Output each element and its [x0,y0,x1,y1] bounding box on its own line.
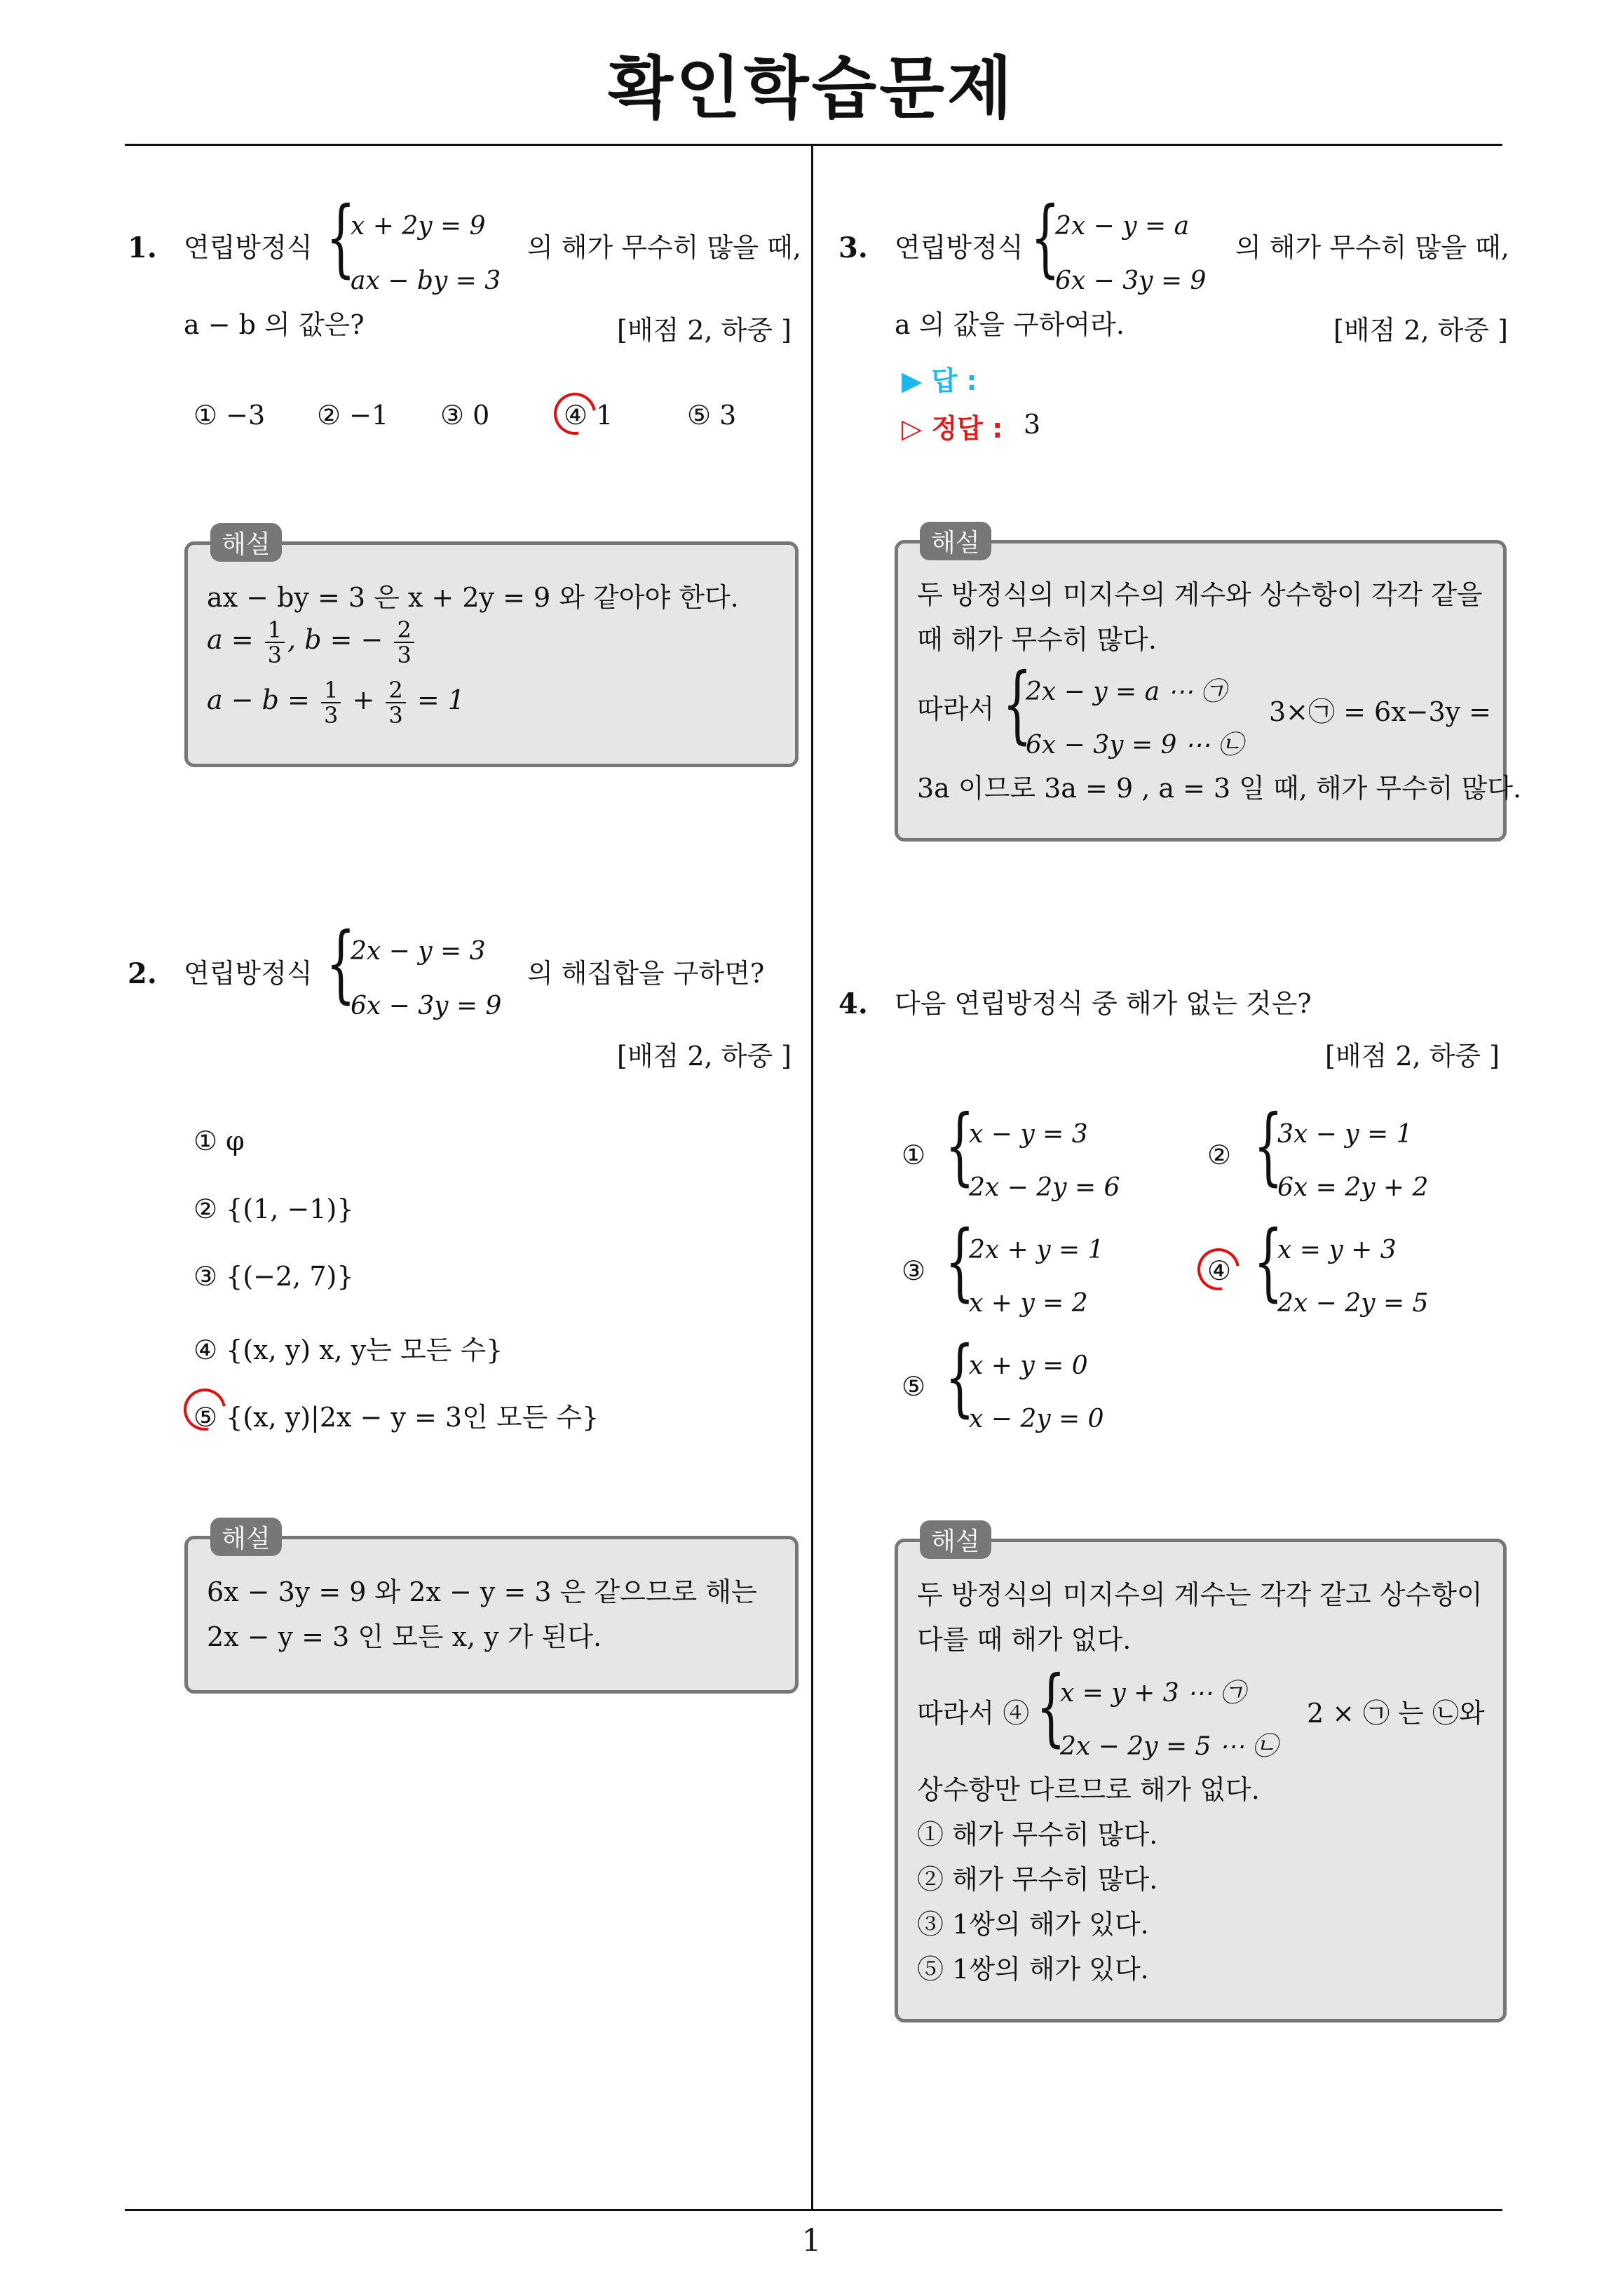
question-number: 4. [838,987,868,1020]
equation-1: 2x − y = a ⋯ ㉠ [1026,677,1226,706]
explanation-tag: 해설 [210,1518,282,1556]
choice-3[interactable]: ③ {(−2, 7)} [193,1261,354,1292]
question-tail: 의 해집합을 구하면? [527,958,765,989]
fraction: $\frac{2}{3}$ [394,618,414,667]
score-label: [배점 2, 하중 ] [1333,315,1508,346]
choice-1[interactable]: ① −3 [193,400,266,431]
equation-1: 2x − y = a [1055,212,1190,241]
system-brace: { [945,1213,975,1311]
equation-1: 2x − y = 3 [351,937,486,966]
correct-answer-value: 3 [1024,409,1041,440]
explanation-tail: 3×㉠ = 6x−3y = [1269,696,1492,727]
choice-5[interactable]: ⑤ {(x, y)|2x − y = 3인 모든 수} [193,1402,599,1433]
question-stem: 다음 연립방정식 중 해가 없는 것은? [895,988,1312,1019]
answer-input-label[interactable]: ▶ 답 : [902,365,977,396]
explanation-lead: 따라서 ④ [917,1698,1030,1729]
equation-1: x + 2y = 9 [351,212,486,241]
system-brace: { [1031,189,1060,287]
explanation-line-2: a = $\frac{1}{3}$ , b = − $\frac{2}{3}$ [207,617,417,667]
explanation-lead: 따라서 [917,694,995,724]
system-brace: { [1036,1659,1066,1756]
question-lead: 연립방정식 [184,232,313,263]
question-lead: 연립방정식 [184,958,313,989]
explanation-line-4: 상수항만 다르므로 해가 없다. [917,1774,1260,1805]
system-brace: { [945,1329,975,1426]
choice-mark: ⑤ [902,1371,926,1402]
system-brace: { [326,915,355,1013]
fraction: $\frac{1}{3}$ [321,678,341,727]
explanation-line-2: 2x − y = 3 인 모든 x, y 가 된다. [207,1621,602,1652]
page-number: 1 [801,2223,822,2259]
equation-2: 6x = 2y + 2 [1277,1173,1429,1202]
equation-2: 6x − 3y = 9 ⋯ ㉡ [1026,731,1244,759]
choice-2[interactable]: ② −1 [317,400,389,431]
fraction: $\frac{2}{3}$ [386,678,405,727]
choice-mark: ① [902,1140,926,1170]
fraction: $\frac{1}{3}$ [265,618,285,667]
explanation-tag: 해설 [210,523,282,562]
column-divider [811,146,813,2211]
explanation-line-1: 두 방정식의 미지수의 계수는 각각 같고 상수항이 [917,1579,1483,1610]
explanation-tail: 2 × ㉠ 는 ㉡와 [1307,1698,1485,1729]
question-number: 3. [838,231,868,264]
equation-1: x = y + 3 ⋯ ㉠ [1060,1679,1246,1708]
equation-1: 3x − y = 1 [1277,1120,1413,1149]
score-label: [배점 2, 하중 ] [617,315,792,346]
explanation-line-7: ③ 1쌍의 해가 있다. [917,1909,1149,1940]
equation-1: 2x + y = 1 [969,1236,1104,1264]
explanation-tag: 해설 [920,1520,991,1559]
explanation-line-8: ⑤ 1쌍의 해가 있다. [917,1954,1149,1985]
header-rule [125,144,1502,146]
score-label: [배점 2, 하중 ] [1325,1041,1500,1072]
explanation-line-3: a − b = $\frac{1}{3}$ + $\frac{2}{3}$ = 1 [207,676,465,729]
correct-answer-label: ▷ 정답 : [902,413,1003,444]
equation-2: 2x − 2y = 5 ⋯ ㉡ [1060,1732,1278,1761]
explanation-line-5: ① 해가 무수히 많다. [917,1819,1158,1850]
explanation-line-1: 두 방정식의 미지수의 계수와 상수항이 각각 같을 [917,579,1483,610]
equation-1: x + y = 0 [969,1351,1088,1380]
equation-2: x − 2y = 0 [969,1405,1104,1433]
answer-circle-mark [1189,1240,1248,1299]
score-label: [배점 2, 하중 ] [617,1041,792,1072]
equation-2: 2x − 2y = 5 [1277,1289,1429,1318]
equation-1: x = y + 3 [1277,1236,1397,1264]
explanation-line-2: 때 해가 무수히 많다. [917,624,1157,655]
question-lead: 연립방정식 [895,232,1024,263]
equation-2: 2x − 2y = 6 [969,1173,1120,1202]
choice-mark: ③ [902,1255,926,1286]
choice-3[interactable]: ③ 0 [440,400,490,431]
question-tail: 의 해가 무수히 많을 때, [1235,232,1509,263]
question-number: 1. [128,231,157,264]
explanation-line-4: 3a 이므로 3a = 9 , a = 3 일 때, 해가 무수히 많다. [917,773,1522,804]
choice-mark: ④ [1207,1255,1232,1286]
equation-2: 6x − 3y = 9 [351,992,502,1020]
system-brace: { [1003,656,1032,753]
choice-1[interactable]: ① φ [193,1126,245,1156]
question-line-2: a 의 값을 구하여라. [895,309,1125,340]
answer-circle-mark [545,384,604,443]
question-line-2: a − b 의 값은? [184,309,365,340]
footer-rule [125,2209,1502,2211]
choice-4[interactable]: ④ {(x, y) x, y는 모든 수} [193,1335,503,1365]
explanation-line-2: 다를 때 해가 없다. [917,1624,1132,1655]
equation-1: x − y = 3 [969,1120,1088,1149]
equation-2: ax − by = 3 [351,266,501,295]
choice-2[interactable]: ② {(1, −1)} [193,1194,354,1224]
explanation-line-1: 6x − 3y = 9 와 2x − y = 3 은 같으므로 해는 [207,1576,757,1607]
choice-5[interactable]: ⑤ 3 [687,400,737,431]
explanation-tag: 해설 [920,522,991,560]
equation-2: x + y = 2 [969,1289,1088,1318]
question-tail: 의 해가 무수히 많을 때, [527,232,801,263]
system-brace: { [945,1098,975,1195]
explanation-line-6: ② 해가 무수히 많다. [917,1864,1158,1895]
choice-4[interactable]: ④ 1 [564,400,613,431]
system-brace: { [1254,1098,1283,1195]
choice-mark: ② [1207,1140,1232,1170]
system-brace: { [326,189,355,287]
question-number: 2. [128,957,157,990]
page-title: 확인학습문제 [608,49,1015,128]
system-brace: { [1254,1213,1283,1311]
equation-2: 6x − 3y = 9 [1055,266,1207,295]
explanation-line-1: ax − by = 3 은 x + 2y = 9 와 같아야 한다. [207,582,739,613]
